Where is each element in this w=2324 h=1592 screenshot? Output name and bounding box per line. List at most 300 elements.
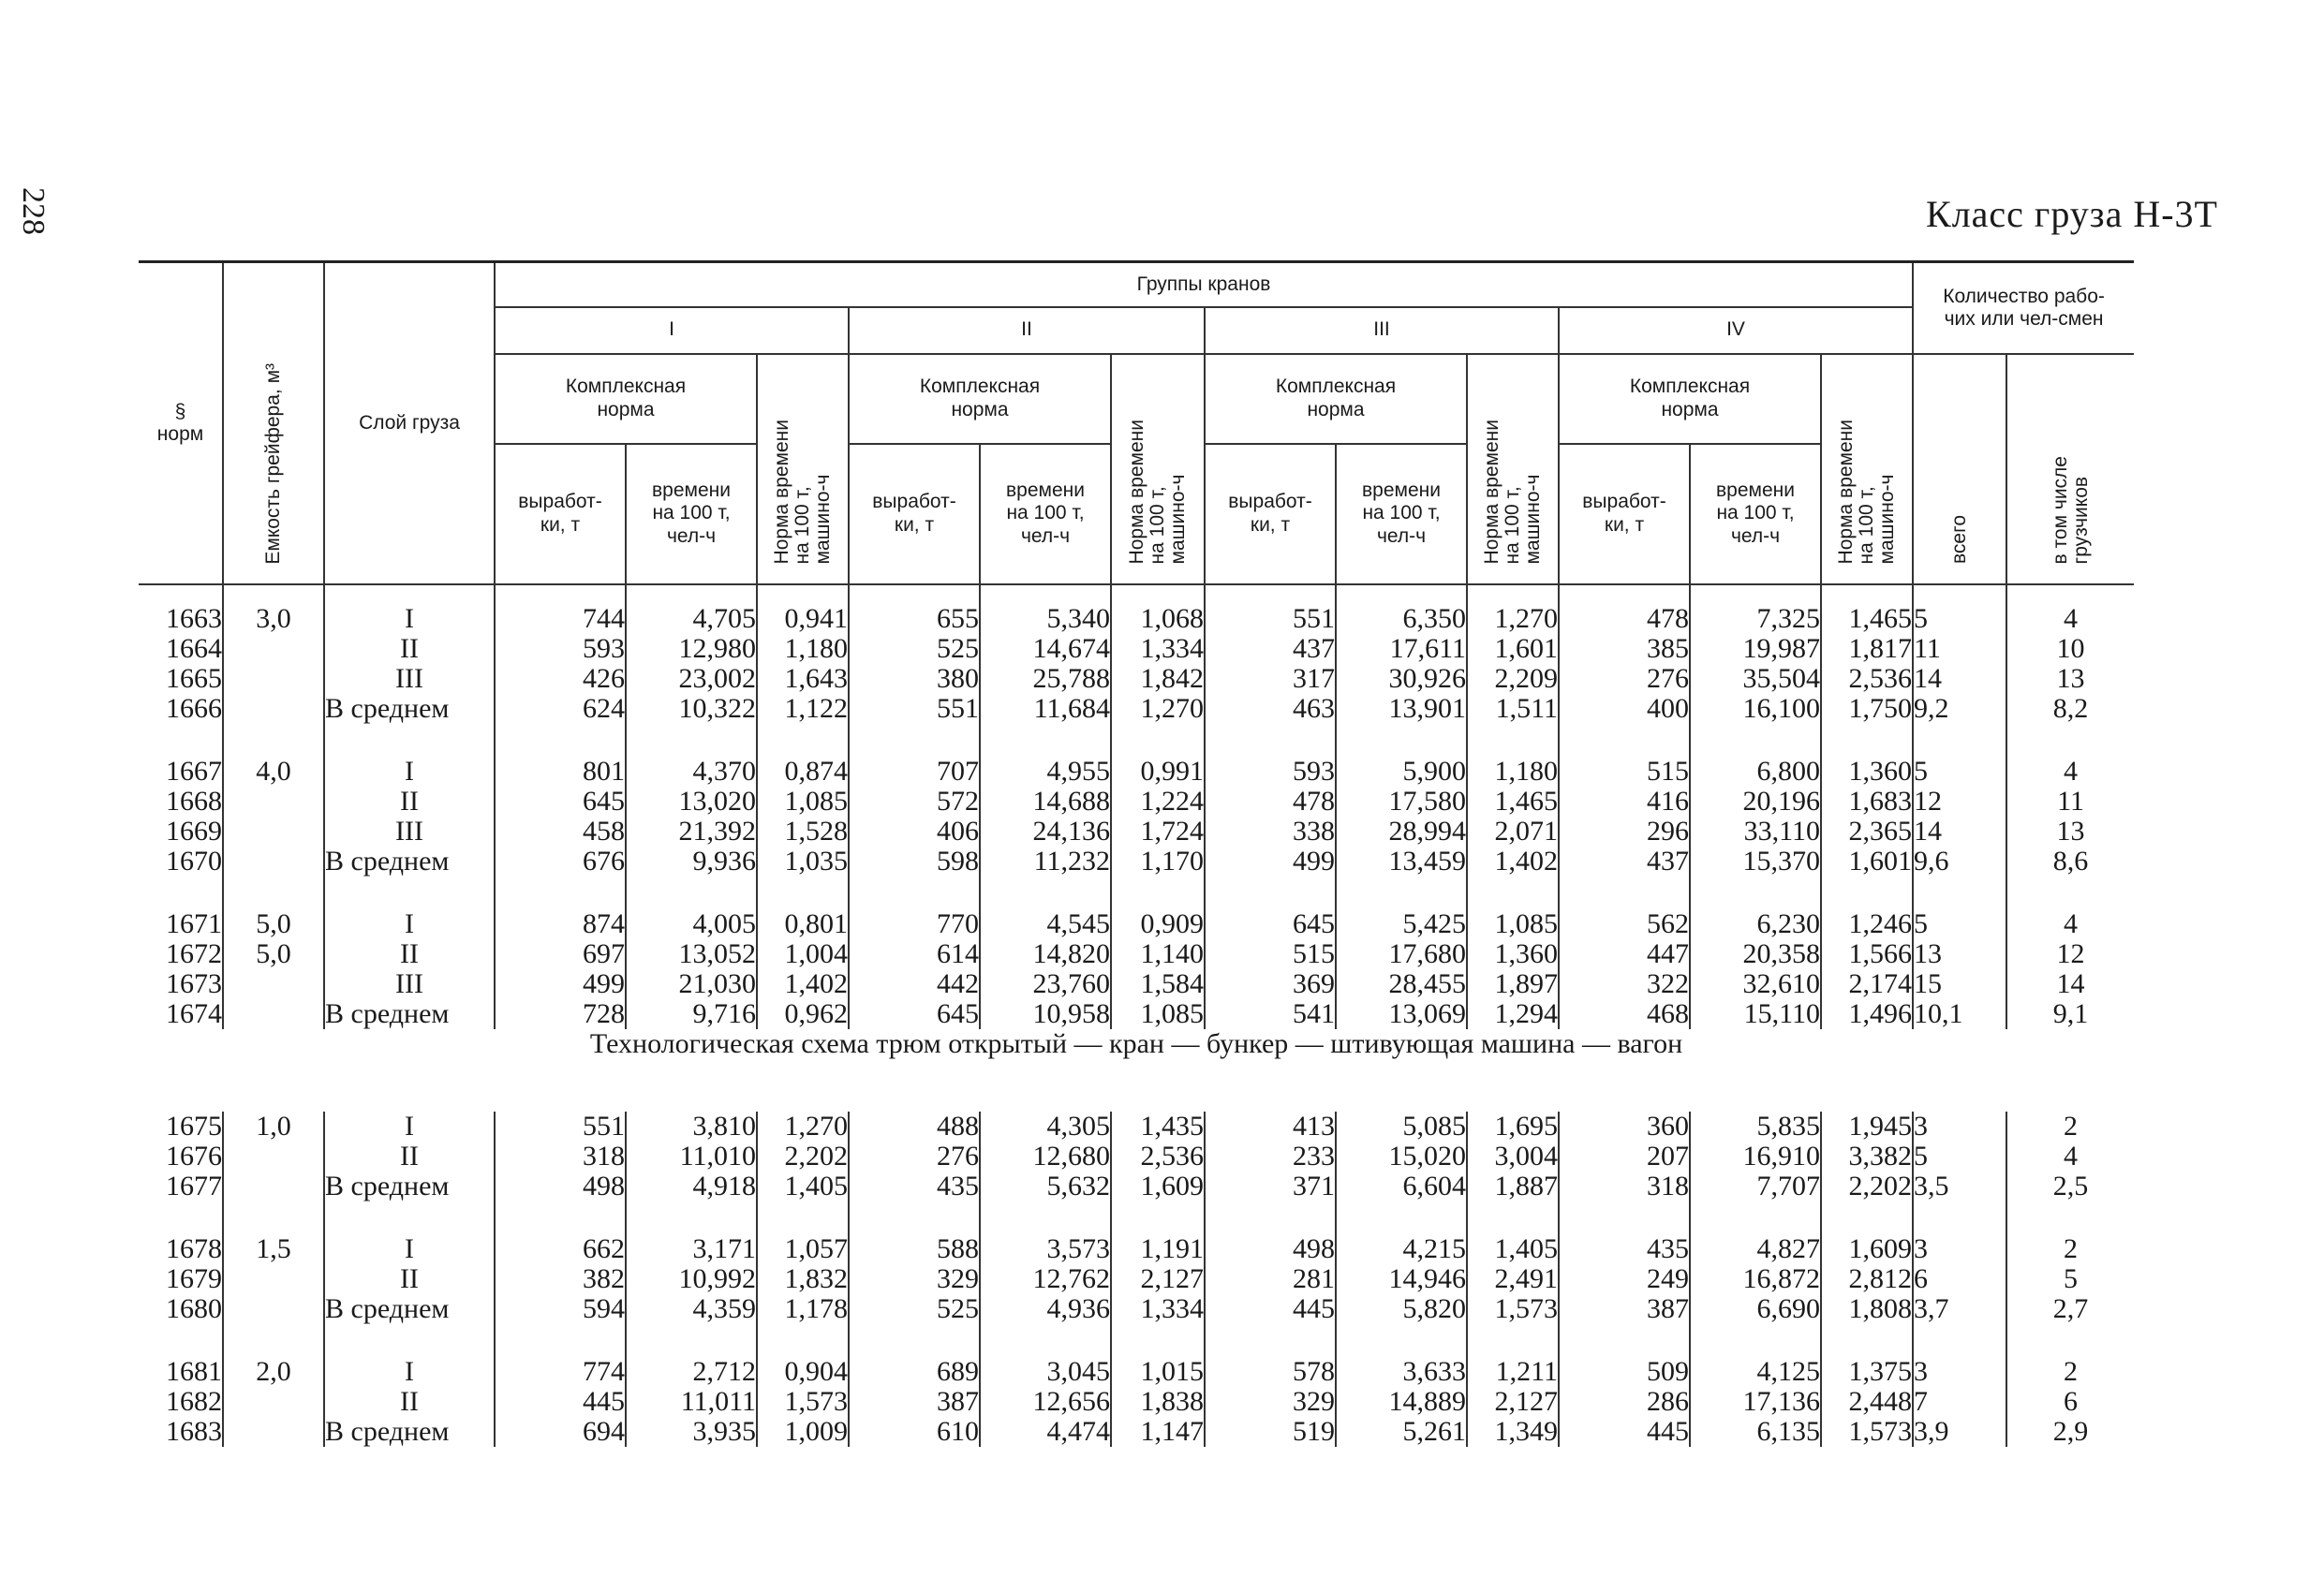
norm-number-cell: 1672 — [166, 937, 222, 969]
group-1-time-norm-cell: 9,716 — [626, 999, 757, 1029]
group-1-machine-time-norm-cell: 0,874 — [757, 757, 849, 787]
total-workers-cell: 12 — [1913, 787, 2006, 817]
table-body — [139, 584, 2134, 1447]
spacer-row — [139, 584, 2134, 604]
norm-number-cell: 1666 — [166, 692, 222, 724]
norm-number-cell: 1679 — [166, 1262, 222, 1294]
group-2-output-cell: 525 — [849, 1294, 980, 1324]
group-2-time-norm-cell: 25,788 — [980, 664, 1111, 694]
group-2-time-norm-cell: 24,136 — [980, 817, 1111, 847]
cargo-layer-cell: II — [324, 1264, 495, 1294]
group-1-time-norm-cell: 9,936 — [626, 847, 757, 877]
table-row — [139, 1357, 2134, 1387]
group-2-time-norm-cell: 5,340 — [980, 604, 1111, 634]
loaders-cell: 14 — [2006, 969, 2134, 999]
cargo-layer-cell: III — [324, 664, 495, 694]
group-4-machine-time-norm-cell: 2,365 — [1821, 817, 1913, 847]
group-2-machine-time-norm-cell: 1,147 — [1111, 1417, 1205, 1447]
total-workers-cell: 10,1 — [1913, 999, 2006, 1029]
group-4-machine-time-norm-cell: 1,566 — [1821, 939, 1913, 969]
spacer-row — [139, 877, 2134, 909]
group-3-machine-time-norm-cell: 1,085 — [1467, 909, 1559, 939]
group-3-time-norm-cell: 5,261 — [1336, 1417, 1467, 1447]
loaders-cell: 13 — [2006, 817, 2134, 847]
group-3-machine-time-norm-cell: 1,270 — [1467, 604, 1559, 634]
loaders-cell: 2 — [2006, 1234, 2134, 1264]
group-1-time-norm-cell: 10,322 — [626, 694, 757, 724]
group-1-machine-time-norm-cell: 0,941 — [757, 604, 849, 634]
group-1-machine-time-norm-cell: 0,904 — [757, 1357, 849, 1387]
loaders-cell: 8,2 — [2006, 694, 2134, 724]
grab-capacity-cell — [223, 847, 324, 877]
group-4-time-norm-cell: 32,610 — [1690, 969, 1821, 999]
table-row — [139, 999, 2134, 1029]
norm-number-cell: 1675 — [166, 1110, 222, 1142]
norm-number-cell: 1680 — [166, 1292, 222, 1324]
workers-count-header: Количество рабо- чих или чел-смен — [1913, 262, 2134, 354]
group-2-time-norm-cell: 11,232 — [980, 847, 1111, 877]
group-1-time-norm-cell: 13,052 — [626, 939, 757, 969]
loaders-cell: 13 — [2006, 664, 2134, 694]
group-3-output-cell: 233 — [1205, 1142, 1336, 1172]
table-row — [139, 634, 2134, 664]
output-header: выработ- ки, т — [849, 444, 980, 584]
group-2-output-cell: 655 — [849, 604, 980, 634]
norm-number-cell: 1676 — [166, 1140, 222, 1172]
group-4-time-norm-cell: 16,100 — [1690, 694, 1821, 724]
table-row — [139, 604, 2134, 634]
time-norm-header: времени на 100 т, чел-ч — [980, 444, 1111, 584]
group-2-machine-time-norm-cell: 1,334 — [1111, 1294, 1205, 1324]
group-3-time-norm-cell: 14,889 — [1336, 1387, 1467, 1417]
crane-group-1-header: I — [495, 307, 849, 354]
group-3-machine-time-norm-cell: 3,004 — [1467, 1142, 1559, 1172]
group-3-machine-time-norm-cell: 1,695 — [1467, 1112, 1559, 1142]
group-4-output-cell: 562 — [1559, 909, 1690, 939]
group-1-time-norm-cell: 10,992 — [626, 1264, 757, 1294]
grab-capacity-cell — [223, 1264, 324, 1294]
group-1-output-cell: 801 — [495, 757, 626, 787]
group-1-time-norm-cell: 4,005 — [626, 909, 757, 939]
group-1-machine-time-norm-cell: 1,528 — [757, 817, 849, 847]
group-1-machine-time-norm-cell: 1,270 — [757, 1112, 849, 1142]
group-4-output-cell: 400 — [1559, 694, 1690, 724]
group-4-machine-time-norm-cell: 2,448 — [1821, 1387, 1913, 1417]
group-2-time-norm-cell: 12,656 — [980, 1387, 1111, 1417]
grab-capacity-cell — [223, 634, 324, 664]
group-2-output-cell: 329 — [849, 1264, 980, 1294]
total-workers-cell: 3,5 — [1913, 1172, 2006, 1201]
group-3-output-cell: 329 — [1205, 1387, 1336, 1417]
group-4-time-norm-cell: 4,827 — [1690, 1234, 1821, 1264]
group-2-machine-time-norm-cell: 1,270 — [1111, 694, 1205, 724]
group-1-machine-time-norm-cell: 0,801 — [757, 909, 849, 939]
group-3-machine-time-norm-cell: 2,491 — [1467, 1264, 1559, 1294]
group-3-machine-time-norm-cell: 1,360 — [1467, 939, 1559, 969]
group-2-machine-time-norm-cell: 1,584 — [1111, 969, 1205, 999]
cargo-layer-cell: II — [324, 634, 495, 664]
group-3-output-cell: 369 — [1205, 969, 1336, 999]
group-1-time-norm-cell: 4,359 — [626, 1294, 757, 1324]
loaders-cell: 2,5 — [2006, 1172, 2134, 1201]
group-2-output-cell: 435 — [849, 1172, 980, 1201]
norms-table — [139, 260, 2134, 1447]
group-1-machine-time-norm-cell: 1,178 — [757, 1294, 849, 1324]
group-1-time-norm-cell: 12,980 — [626, 634, 757, 664]
loaders-cell: 9,1 — [2006, 999, 2134, 1029]
group-2-time-norm-cell: 12,680 — [980, 1142, 1111, 1172]
group-4-output-cell: 447 — [1559, 939, 1690, 969]
output-header: выработ- ки, т — [495, 444, 626, 584]
loaders-cell: 12 — [2006, 939, 2134, 969]
machine-time-norm-header: Норма времени на 100 т, машино-ч — [1467, 354, 1559, 584]
grab-capacity-cell: 4,0 — [223, 757, 324, 787]
group-2-time-norm-cell: 4,936 — [980, 1294, 1111, 1324]
group-3-time-norm-cell: 13,069 — [1336, 999, 1467, 1029]
norm-number-cell: 1664 — [166, 632, 222, 664]
group-1-time-norm-cell: 4,918 — [626, 1172, 757, 1201]
scheme-title: Технологическая схема трюм открытый — кран — бункер — штивующая машина — вагон — [589, 1027, 1683, 1059]
group-4-machine-time-norm-cell: 1,573 — [1821, 1417, 1913, 1447]
group-3-machine-time-norm-cell: 1,405 — [1467, 1234, 1559, 1264]
table-row — [139, 1142, 2134, 1172]
group-2-time-norm-cell: 5,632 — [980, 1172, 1111, 1201]
group-2-machine-time-norm-cell: 0,991 — [1111, 757, 1205, 787]
group-4-machine-time-norm-cell: 1,375 — [1821, 1357, 1913, 1387]
total-workers-cell: 5 — [1913, 604, 2006, 634]
norm-number-cell: 1682 — [166, 1385, 222, 1417]
group-2-machine-time-norm-cell: 1,170 — [1111, 847, 1205, 877]
loaders-cell: 4 — [2006, 909, 2134, 939]
table-row — [139, 1234, 2134, 1264]
norm-number-cell: 1677 — [166, 1170, 222, 1201]
total-workers-cell: 14 — [1913, 817, 2006, 847]
complex-norm-header: Комплексная норма — [1205, 354, 1467, 444]
loaders-cell: 4 — [2006, 757, 2134, 787]
group-3-machine-time-norm-cell: 2,071 — [1467, 817, 1559, 847]
group-4-output-cell: 360 — [1559, 1112, 1690, 1142]
group-2-machine-time-norm-cell: 1,140 — [1111, 939, 1205, 969]
norm-number-cell: 1667 — [166, 755, 222, 787]
group-2-time-norm-cell: 14,674 — [980, 634, 1111, 664]
total-workers-cell: 9,6 — [1913, 847, 2006, 877]
group-3-output-cell: 593 — [1205, 757, 1336, 787]
group-2-output-cell: 707 — [849, 757, 980, 787]
group-2-machine-time-norm-cell: 2,127 — [1111, 1264, 1205, 1294]
group-4-time-norm-cell: 7,325 — [1690, 604, 1821, 634]
total-workers-cell: 14 — [1913, 664, 2006, 694]
group-3-time-norm-cell: 17,611 — [1336, 634, 1467, 664]
group-2-output-cell: 588 — [849, 1234, 980, 1264]
norm-number-cell: 1665 — [166, 662, 222, 694]
group-4-machine-time-norm-cell: 1,465 — [1821, 604, 1913, 634]
group-1-machine-time-norm-cell: 1,180 — [757, 634, 849, 664]
group-2-output-cell: 387 — [849, 1387, 980, 1417]
group-1-output-cell: 318 — [495, 1142, 626, 1172]
group-2-machine-time-norm-cell: 2,536 — [1111, 1142, 1205, 1172]
group-2-output-cell: 525 — [849, 634, 980, 664]
group-4-output-cell: 322 — [1559, 969, 1690, 999]
group-4-output-cell: 445 — [1559, 1417, 1690, 1447]
group-1-machine-time-norm-cell: 1,402 — [757, 969, 849, 999]
group-3-output-cell: 478 — [1205, 787, 1336, 817]
group-2-time-norm-cell: 4,955 — [980, 757, 1111, 787]
norm-number-cell: 1673 — [166, 967, 222, 999]
group-4-machine-time-norm-cell: 2,812 — [1821, 1264, 1913, 1294]
grab-capacity-cell — [223, 664, 324, 694]
group-4-output-cell: 416 — [1559, 787, 1690, 817]
loaders-cell: 2 — [2006, 1112, 2134, 1142]
group-2-output-cell: 610 — [849, 1417, 980, 1447]
table-row — [139, 1264, 2134, 1294]
group-2-machine-time-norm-cell: 1,015 — [1111, 1357, 1205, 1387]
group-3-time-norm-cell: 13,459 — [1336, 847, 1467, 877]
group-3-time-norm-cell: 28,455 — [1336, 969, 1467, 999]
cargo-layer-cell: В среднем — [324, 694, 495, 724]
group-3-machine-time-norm-cell: 1,211 — [1467, 1357, 1559, 1387]
group-1-time-norm-cell: 4,370 — [626, 757, 757, 787]
group-4-time-norm-cell: 6,230 — [1690, 909, 1821, 939]
group-1-machine-time-norm-cell: 1,035 — [757, 847, 849, 877]
group-1-output-cell: 662 — [495, 1234, 626, 1264]
group-4-output-cell: 387 — [1559, 1294, 1690, 1324]
group-1-machine-time-norm-cell: 0,962 — [757, 999, 849, 1029]
grab-capacity-cell: 1,0 — [223, 1112, 324, 1142]
crane-group-2-header: II — [849, 307, 1205, 354]
cargo-layer-cell: В среднем — [324, 999, 495, 1029]
table-row — [139, 969, 2134, 999]
group-2-time-norm-cell: 14,820 — [980, 939, 1111, 969]
group-1-time-norm-cell: 21,030 — [626, 969, 757, 999]
cargo-layer-cell: II — [324, 787, 495, 817]
cargo-layer-cell: II — [324, 1142, 495, 1172]
time-norm-header: времени на 100 т, чел-ч — [626, 444, 757, 584]
table-row — [139, 939, 2134, 969]
loaders-header: в том числе грузчиков — [2006, 354, 2134, 584]
group-4-time-norm-cell: 19,987 — [1690, 634, 1821, 664]
group-2-output-cell: 380 — [849, 664, 980, 694]
group-1-output-cell: 426 — [495, 664, 626, 694]
group-4-output-cell: 509 — [1559, 1357, 1690, 1387]
group-1-output-cell: 874 — [495, 909, 626, 939]
cargo-layer-cell: III — [324, 817, 495, 847]
group-4-time-norm-cell: 7,707 — [1690, 1172, 1821, 1201]
time-norm-header: времени на 100 т, чел-ч — [1690, 444, 1821, 584]
norm-number-cell: 1683 — [166, 1415, 222, 1447]
group-2-time-norm-cell: 3,045 — [980, 1357, 1111, 1387]
machine-time-norm-header: Норма времени на 100 т, машино-ч — [757, 354, 849, 584]
group-2-output-cell: 689 — [849, 1357, 980, 1387]
group-3-output-cell: 551 — [1205, 604, 1336, 634]
group-3-time-norm-cell: 13,901 — [1336, 694, 1467, 724]
cargo-layer-cell: I — [324, 757, 495, 787]
total-workers-cell: 9,2 — [1913, 694, 2006, 724]
total-workers-cell: 15 — [1913, 969, 2006, 999]
group-2-machine-time-norm-cell: 1,435 — [1111, 1112, 1205, 1142]
group-2-output-cell: 551 — [849, 694, 980, 724]
complex-norm-header: Комплексная норма — [495, 354, 757, 444]
group-3-output-cell: 499 — [1205, 847, 1336, 877]
group-2-time-norm-cell: 4,545 — [980, 909, 1111, 939]
grab-capacity-cell — [223, 787, 324, 817]
group-1-time-norm-cell: 4,705 — [626, 604, 757, 634]
loaders-cell: 4 — [2006, 1142, 2134, 1172]
group-1-machine-time-norm-cell: 1,057 — [757, 1234, 849, 1264]
cargo-layer-header: Слой груза — [324, 262, 495, 584]
group-1-output-cell: 499 — [495, 969, 626, 999]
group-1-output-cell: 697 — [495, 939, 626, 969]
group-4-output-cell: 478 — [1559, 604, 1690, 634]
group-1-time-norm-cell: 3,171 — [626, 1234, 757, 1264]
group-4-time-norm-cell: 33,110 — [1690, 817, 1821, 847]
grab-capacity-cell — [223, 1172, 324, 1201]
machine-time-norm-header: Норма времени на 100 т, машино-ч — [1821, 354, 1913, 584]
group-3-output-cell: 413 — [1205, 1112, 1336, 1142]
group-1-time-norm-cell: 11,010 — [626, 1142, 757, 1172]
group-2-machine-time-norm-cell: 1,609 — [1111, 1172, 1205, 1201]
group-1-output-cell: 445 — [495, 1387, 626, 1417]
group-3-output-cell: 515 — [1205, 939, 1336, 969]
group-2-output-cell: 442 — [849, 969, 980, 999]
table-row — [139, 1112, 2134, 1142]
group-3-machine-time-norm-cell: 1,180 — [1467, 757, 1559, 787]
group-2-machine-time-norm-cell: 1,085 — [1111, 999, 1205, 1029]
group-1-output-cell: 551 — [495, 1112, 626, 1142]
group-4-machine-time-norm-cell: 2,202 — [1821, 1172, 1913, 1201]
group-4-machine-time-norm-cell: 1,808 — [1821, 1294, 1913, 1324]
group-3-machine-time-norm-cell: 1,897 — [1467, 969, 1559, 999]
group-1-output-cell: 728 — [495, 999, 626, 1029]
group-2-machine-time-norm-cell: 1,724 — [1111, 817, 1205, 847]
group-1-time-norm-cell: 2,712 — [626, 1357, 757, 1387]
group-2-time-norm-cell: 4,474 — [980, 1417, 1111, 1447]
cargo-layer-cell: I — [324, 1357, 495, 1387]
cargo-layer-cell: III — [324, 969, 495, 999]
table-row — [139, 817, 2134, 847]
group-3-machine-time-norm-cell: 2,127 — [1467, 1387, 1559, 1417]
norm-number-cell: 1668 — [166, 785, 222, 817]
group-1-machine-time-norm-cell: 1,405 — [757, 1172, 849, 1201]
group-4-time-norm-cell: 35,504 — [1690, 664, 1821, 694]
page-number: 228 — [16, 187, 51, 235]
group-4-time-norm-cell: 4,125 — [1690, 1357, 1821, 1387]
group-3-machine-time-norm-cell: 1,601 — [1467, 634, 1559, 664]
scheme-title-row — [139, 1029, 2134, 1112]
group-2-output-cell: 645 — [849, 999, 980, 1029]
group-3-output-cell: 498 — [1205, 1234, 1336, 1264]
loaders-cell: 10 — [2006, 634, 2134, 664]
group-2-machine-time-norm-cell: 0,909 — [1111, 909, 1205, 939]
total-workers-cell: 3,9 — [1913, 1417, 2006, 1447]
group-4-output-cell: 207 — [1559, 1142, 1690, 1172]
norm-number-cell: 1663 — [166, 602, 222, 634]
group-3-output-cell: 281 — [1205, 1264, 1336, 1294]
grab-capacity-cell: 5,0 — [223, 909, 324, 939]
crane-groups-header: Группы кранов — [495, 262, 1913, 307]
group-1-output-cell: 744 — [495, 604, 626, 634]
group-4-output-cell: 249 — [1559, 1264, 1690, 1294]
grab-capacity-cell — [223, 999, 324, 1029]
group-1-output-cell: 676 — [495, 847, 626, 877]
norm-number-cell: 1681 — [166, 1355, 222, 1387]
group-1-output-cell: 458 — [495, 817, 626, 847]
grab-capacity-cell — [223, 1294, 324, 1324]
group-3-time-norm-cell: 5,425 — [1336, 909, 1467, 939]
output-header: выработ- ки, т — [1559, 444, 1690, 584]
machine-time-norm-header: Норма времени на 100 т, машино-ч — [1111, 354, 1205, 584]
group-4-time-norm-cell: 6,800 — [1690, 757, 1821, 787]
norm-number-cell: 1678 — [166, 1232, 222, 1264]
table-row — [139, 1294, 2134, 1324]
cargo-layer-cell: I — [324, 1112, 495, 1142]
grab-capacity-cell: 3,0 — [223, 604, 324, 634]
norm-number-header: § норм — [139, 262, 223, 584]
table-row — [139, 757, 2134, 787]
norm-number-cell: 1671 — [166, 907, 222, 939]
group-4-time-norm-cell: 17,136 — [1690, 1387, 1821, 1417]
group-3-machine-time-norm-cell: 2,209 — [1467, 664, 1559, 694]
group-2-output-cell: 770 — [849, 909, 980, 939]
total-workers-cell: 11 — [1913, 634, 2006, 664]
group-3-output-cell: 445 — [1205, 1294, 1336, 1324]
group-1-time-norm-cell: 21,392 — [626, 817, 757, 847]
group-4-time-norm-cell: 16,872 — [1690, 1264, 1821, 1294]
group-3-time-norm-cell: 17,680 — [1336, 939, 1467, 969]
group-4-time-norm-cell: 15,370 — [1690, 847, 1821, 877]
group-3-time-norm-cell: 3,633 — [1336, 1357, 1467, 1387]
group-4-time-norm-cell: 6,690 — [1690, 1294, 1821, 1324]
total-workers-cell: 6 — [1913, 1264, 2006, 1294]
group-1-output-cell: 645 — [495, 787, 626, 817]
table-row — [139, 787, 2134, 817]
group-1-machine-time-norm-cell: 1,643 — [757, 664, 849, 694]
group-3-time-norm-cell: 30,926 — [1336, 664, 1467, 694]
output-header: выработ- ки, т — [1205, 444, 1336, 584]
loaders-cell: 5 — [2006, 1264, 2134, 1294]
group-2-machine-time-norm-cell: 1,068 — [1111, 604, 1205, 634]
crane-group-4-header: IV — [1559, 307, 1913, 354]
cargo-layer-cell: В среднем — [324, 1172, 495, 1201]
total-workers-cell: 5 — [1913, 757, 2006, 787]
group-3-time-norm-cell: 4,215 — [1336, 1234, 1467, 1264]
group-3-output-cell: 437 — [1205, 634, 1336, 664]
group-3-output-cell: 645 — [1205, 909, 1336, 939]
loaders-cell: 6 — [2006, 1387, 2134, 1417]
group-3-time-norm-cell: 5,820 — [1336, 1294, 1467, 1324]
group-4-time-norm-cell: 20,358 — [1690, 939, 1821, 969]
group-2-time-norm-cell: 3,573 — [980, 1234, 1111, 1264]
group-3-output-cell: 317 — [1205, 664, 1336, 694]
group-3-output-cell: 541 — [1205, 999, 1336, 1029]
group-1-time-norm-cell: 3,810 — [626, 1112, 757, 1142]
cargo-layer-cell: II — [324, 1387, 495, 1417]
norm-number-cell: 1674 — [166, 997, 222, 1029]
group-3-output-cell: 578 — [1205, 1357, 1336, 1387]
group-1-machine-time-norm-cell: 1,573 — [757, 1387, 849, 1417]
grab-capacity-cell — [223, 1387, 324, 1417]
group-2-machine-time-norm-cell: 1,224 — [1111, 787, 1205, 817]
group-4-machine-time-norm-cell: 1,609 — [1821, 1234, 1913, 1264]
group-3-machine-time-norm-cell: 1,887 — [1467, 1172, 1559, 1201]
group-2-machine-time-norm-cell: 1,191 — [1111, 1234, 1205, 1264]
group-1-machine-time-norm-cell: 1,122 — [757, 694, 849, 724]
group-3-time-norm-cell: 5,900 — [1336, 757, 1467, 787]
table-row — [139, 1387, 2134, 1417]
group-1-machine-time-norm-cell: 1,004 — [757, 939, 849, 969]
table-row — [139, 909, 2134, 939]
group-4-machine-time-norm-cell: 1,496 — [1821, 999, 1913, 1029]
total-workers-cell: 7 — [1913, 1387, 2006, 1417]
